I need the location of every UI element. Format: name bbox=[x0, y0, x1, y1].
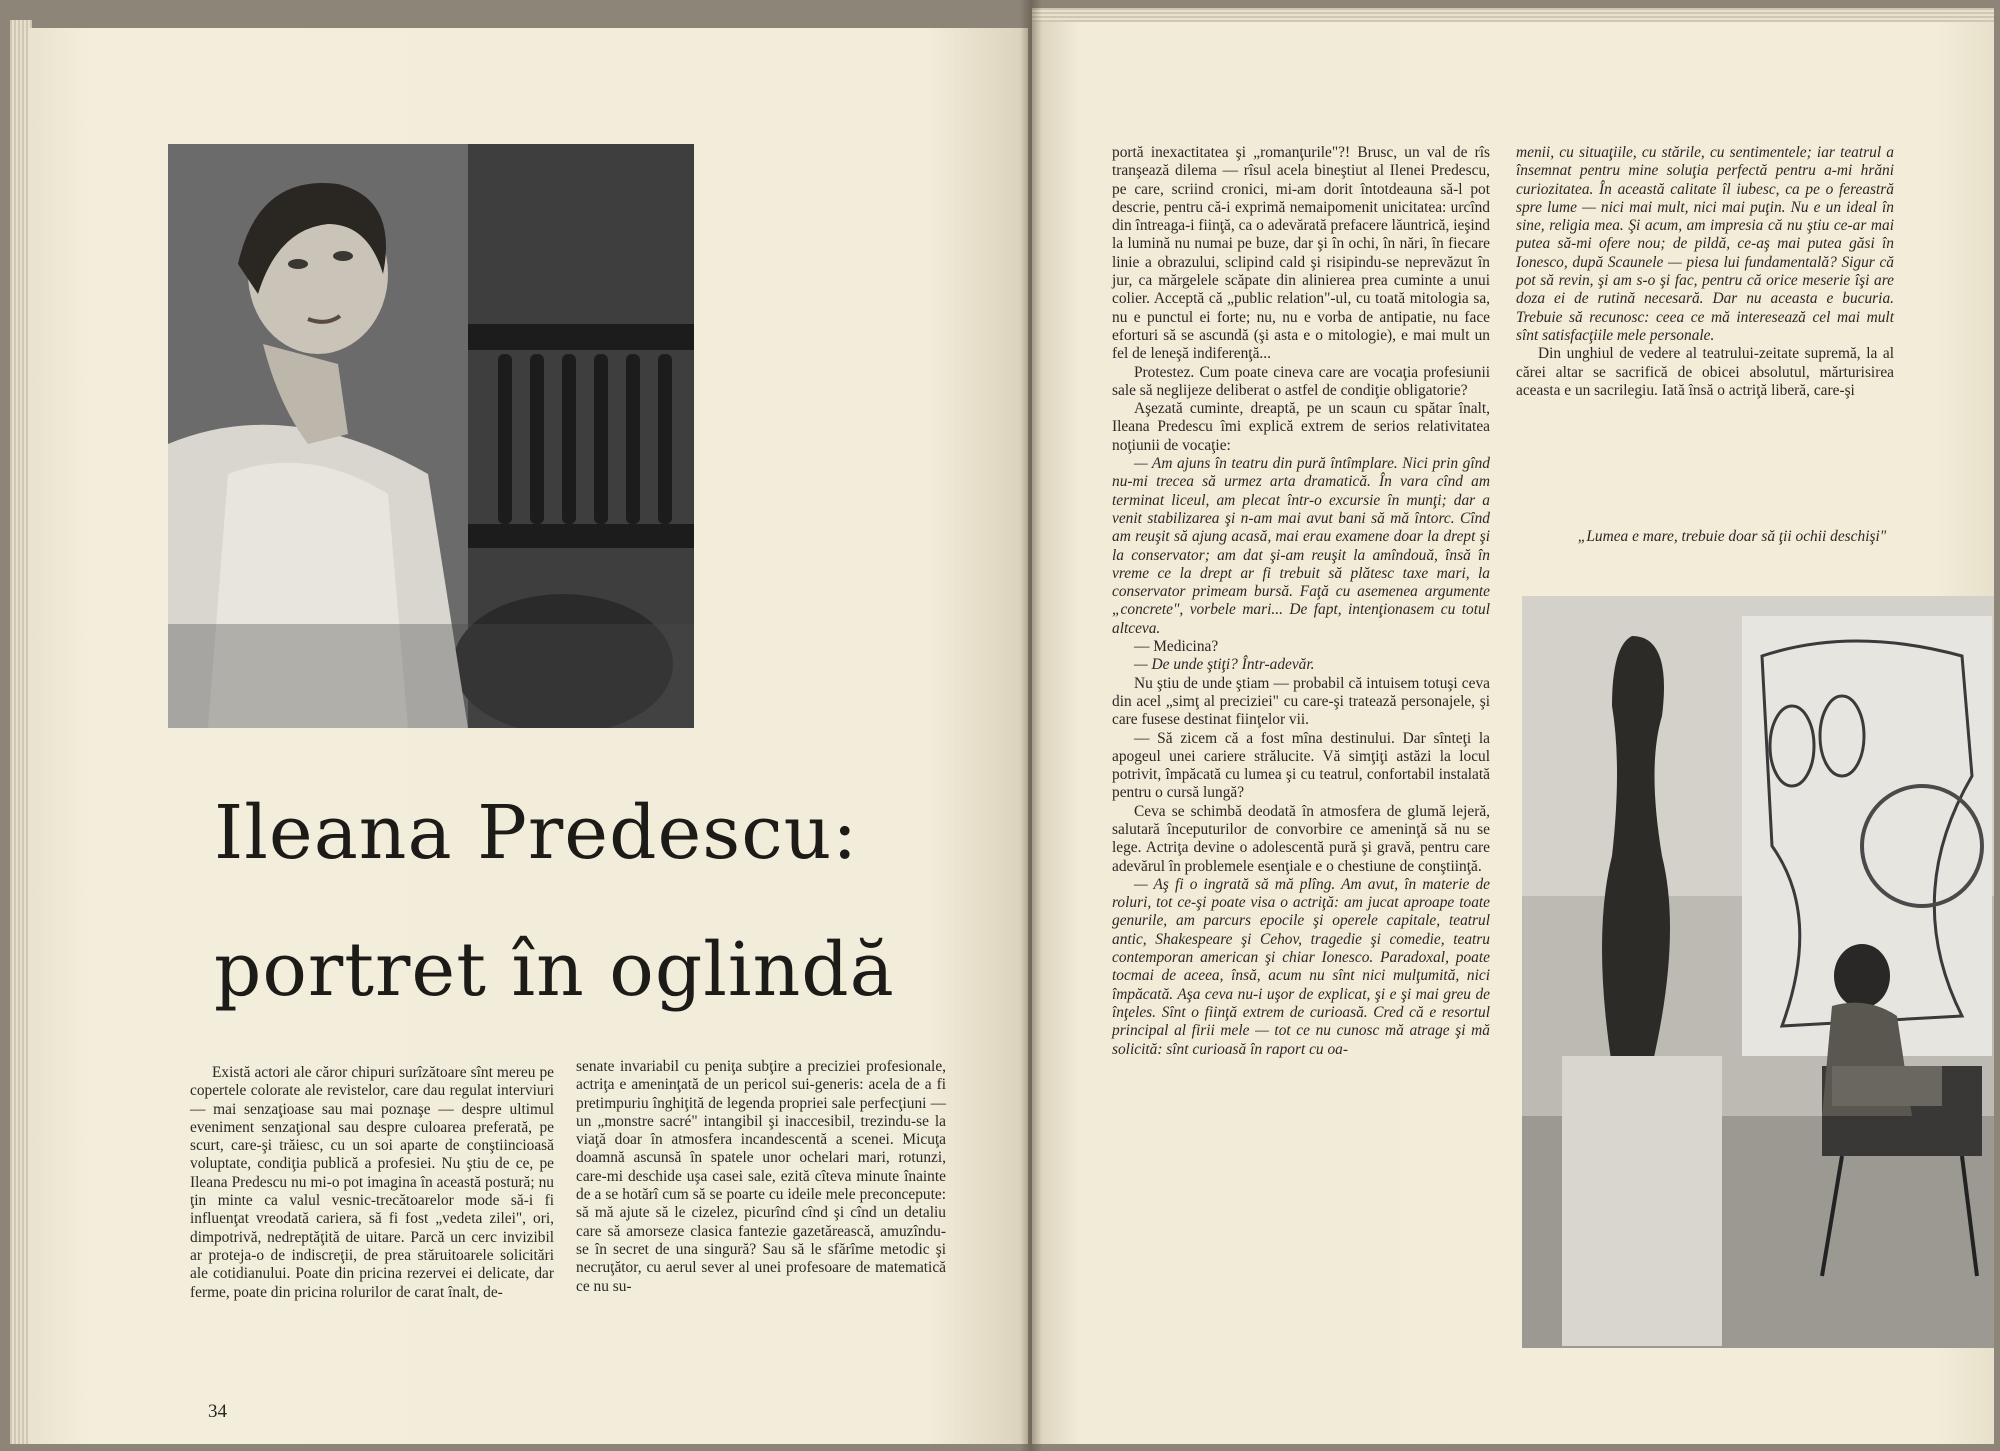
page-number: 34 bbox=[208, 1401, 227, 1422]
right-text-column-1 bbox=[1112, 144, 1490, 1059]
paragraph: senate invariabil cu peniţa subţire a preciziei profesionale, actriţa e ameninţată de un pericol sui-generis: acela de a fi pretimpuriu înghiţită de legenda propriei sale perfecţiuni — un „monstre sacré" intangibil şi inaccesibil, trezindu-se la viaţă doar în atmosfera incandescentă a scenei. Micuţa doamnă ascunsă în spatele unor ochelari mari, rotunzi, care-mi deschide uşa casei sale, ezită cîteva minute înainte de a se hotărî cum să se poarte cu ideile mele preconcepute: să mă ajute să le cizelez, picurînd cînd şi cînd un detaliu care să amorseze clasica fantezie gazetărească, amuzîndu-se în secret de una singură? Sau să le sfărîme metodic şi necruţător, cu aerul sever al unei profesoare de matematică ce nu su- bbox=[576, 1058, 946, 1295]
left-text-column-2 bbox=[576, 1058, 946, 1296]
article-title-line1: Ileana Predescu: bbox=[214, 790, 859, 876]
paragraph: Aşezată cuminte, dreaptă, pe un scaun cu spătar înalt, Ileana Predescu îmi explică extrem de serios relativitatea noţiunii de vocaţie: bbox=[1112, 400, 1490, 454]
book-gutter bbox=[1020, 0, 1042, 1451]
paragraph: — Aş fi o ingrată să mă plîng. Am avut, în materie de roluri, tot ce-şi poate visa o actriţă: am jucat aproape toate genurile, am parcurs epocile şi operele capitale, teatrul antic, Shakespeare şi Cehov, tragedie şi comedie, teatru contemporan american şi chiar Ionesco. Paradoxal, poate tocmai de aceea, însă, acum nu sînt nici mulţumită, nici împăcată. Aşa ceva nu-i uşor de explicat, şi e şi mai greu de înţeles. Sînt o fiinţă extrem de curioasă. Cred că e resortul principal al firii mele — tot ce nu cunosc mă atrage şi mă solicită: sînt curioasă în raport cu oa- bbox=[1112, 875, 1490, 1058]
paragraph: — Să zicem că a fost mîna destinului. Dar sînteţi la apogeul unei cariere strălucite. Vă simţiţi astăzi la locul potrivit, împăcată cu lumea şi cu teatrul, confortabil instalată pentru o cursă lungă? bbox=[1112, 729, 1490, 802]
paragraph: portă inexactitatea şi „romanţurile"?! Brusc, un val de rîs tranşează dilema — rîsul acela bineştiut al Ilenei Predescu, pe care, scriind cronici, mi-am dorit întotdeauna să-l pot descrie, pentru că-i exprimă nemaipomenit unicitatea: urcînd din întreaga-i fiinţă, ca o adevărată prefacere lăuntrică, ieşind la lumină nu numai pe buze, dar şi în ochi, în nări, în fiecare linie a obrazului, sclipind cald şi risipindu-se neprevăzut în jur, ca mărgelele scăpate din alinierea prea cuminte a unui colier. Acceptă că „public relation"-ul, cu toată mitologia sa, nu e punctul ei forte; nu, nu e vorba de antipatie, nu face eforturi să se ascundă (şi asta e o mitologie), e mai mult un fel de leneşă indiferenţă... bbox=[1112, 144, 1490, 363]
portrait-photo-icon bbox=[168, 144, 694, 728]
paragraph: — Am ajuns în teatru din pură întîmplare. Nici prin gînd nu-mi trecea să urmez arta dramatică. În vara cînd am terminat liceul, am plecat într-o excursie în munţi; dar a venit stabilizarea şi n-am mai avut bani să mă întorc. Cînd am reuşit să ajung acasă, mai erau examene doar la drept şi la conservator; am dat şi-am reuşit la amîndouă, însă în vreme ce la drept ar fi trebuit să plătesc taxe mari, la conservator primeam bursă. Faţă cu asemenea argumente „concrete", vorbele mari... De fapt, intenţionasem cu totul altceva. bbox=[1112, 455, 1490, 637]
right-text-column-2 bbox=[1516, 144, 1894, 400]
portrait-photo bbox=[168, 144, 694, 728]
right-page bbox=[1032, 22, 1994, 1444]
paragraph: — Medicina? bbox=[1134, 638, 1219, 656]
left-text-column-1 bbox=[190, 1064, 554, 1302]
article-title-line2: portret în oglindă bbox=[214, 927, 895, 1013]
studio-photo bbox=[1522, 596, 1994, 1348]
paragraph: Nu ştiu de unde ştiam — probabil că intuisem totuşi ceva din acel „simţ al preciziei" cu care-şi tratează personajele, şi care fusese destinat fiinţelor vii. bbox=[1112, 674, 1490, 729]
paragraph: Din unghiul de vedere al teatrului-zeitate supremă, la al cărei altar se sacrifică de obicei absolutul, mărturisirea aceasta e un sacrilegiu. Iată însă o actriţă liberă, care-şi bbox=[1516, 345, 1894, 399]
paragraph: menii, cu situaţiile, cu stările, cu sentimentele; iar teatrul a însemnat pentru mine soluţia perfectă pentru a-mi hrăni curiozitatea. În această calitate îl iubesc, ca pe o fereastră spre lume — nici mai mult, nici mai puţin. Nu e un ideal în sine, religia mea. Şi acum, am impresia că nu ştiu ce-ar mai putea să-mi ofere nou; de pildă, ce-aş mai putea găsi în Ionesco, după Scaunele — piesa lui fundamentală? Sigur că pot să revin, şi am s-o şi fac, pentru că orice meserie îşi are doza ei de rutină necesară. Dar nu aceasta e bucuria. Trebuie să recunosc: ceea ce mă interesează cel mai mult sînt satisfacţiile mele personale. bbox=[1516, 144, 1894, 344]
paragraph: Ceva se schimbă deodată în atmosfera de glumă lejeră, salutară începuturilor de convorbire ce ameninţă să nu se lege. Actriţa devine o adolescentă pură şi gravă, pentru care adevărul în problemele esenţiale e o chestiune de conştiinţă. bbox=[1112, 802, 1490, 875]
photo-caption: „Lumea e mare, trebuie doar să ţii ochii deschişi" bbox=[1577, 528, 1887, 545]
paragraph: — De unde ştiţi? Într-adevăr. bbox=[1134, 656, 1315, 674]
paragraph: Protestez. Cum poate cineva care are vocaţia profesiunii sale să neglijeze deliberat o astfel de condiţie obligatorie? bbox=[1112, 363, 1490, 399]
studio-photo-icon bbox=[1522, 596, 1994, 1348]
paragraph: Există actori ale căror chipuri surîzătoare sînt mereu pe copertele colorate ale revistelor, care dau regulat interviuri — mai senzaţioase sau mai poznaşe — despre ultimul eveniment senzaţional sau despre culoarea preferată, pe scurt, care-şi trăiesc, cu un soi aparte de conştiincioasă voluptate, condiţia publică a profesiei. Nu ştiu de ce, pe Ileana Predescu nu mi-o pot imagina în această postură; nu ţin minte ca valul vesnic-trecătoarelor mode să-i fi influenţat vreodată cariera, să fi fost „vedeta zilei", ori, dimpotrivă, nedreptăţită de uitare. Parcă un cerc invizibil ar proteja-o de indiscreţii, de prea stăruitoarele solicitări ale cotidianului. Poate din pricina rezervei ei delicate, dar ferme, poate din pricina rolurilor de carat înalt, de- bbox=[190, 1064, 554, 1301]
left-page bbox=[28, 28, 1028, 1444]
